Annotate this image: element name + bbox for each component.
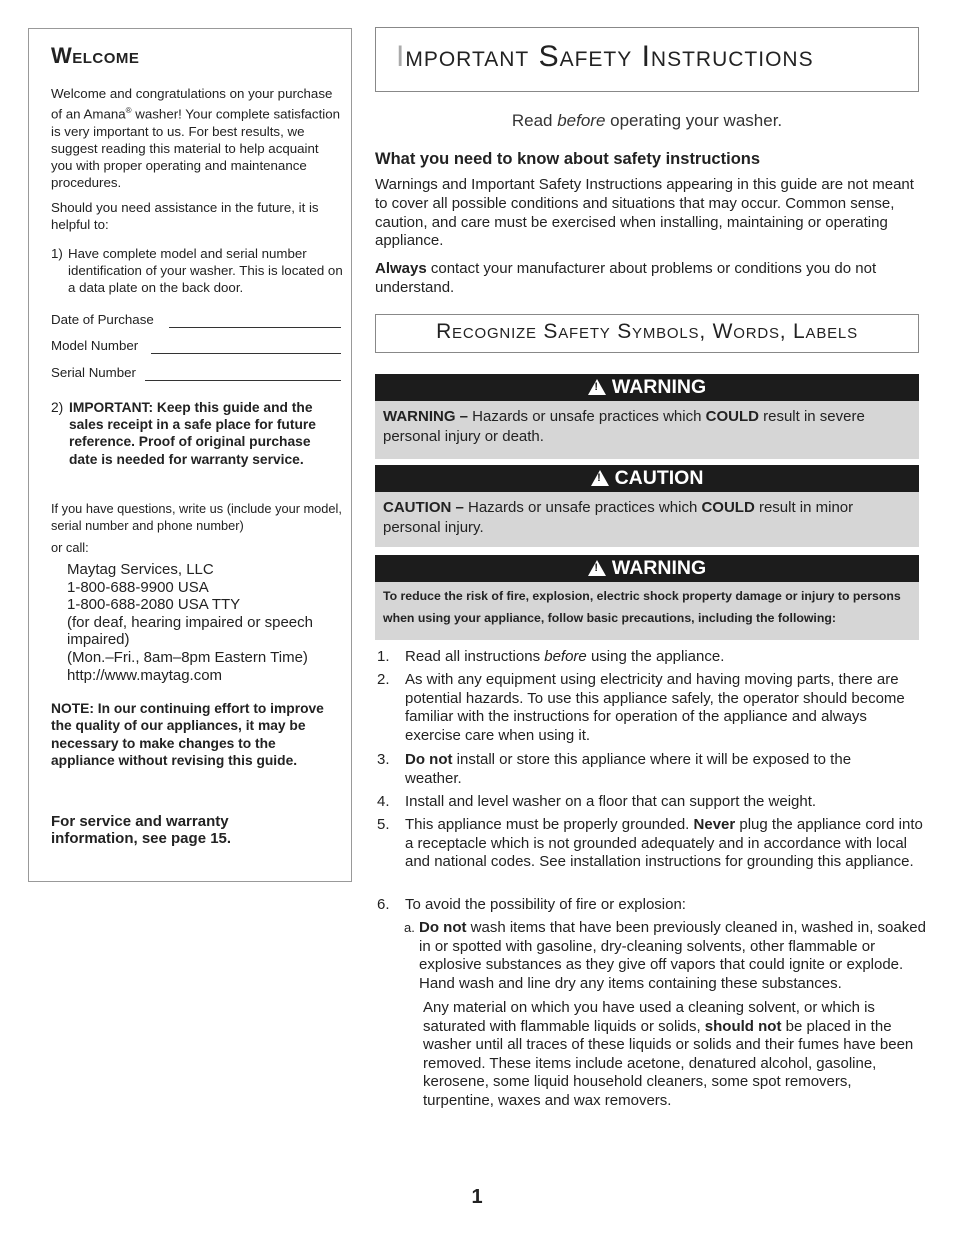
item-text: [405, 751, 875, 788]
item-number: 5.: [377, 816, 390, 833]
model-underline: [151, 353, 341, 354]
warning-text-2: result in severe personal injury or death.: [383, 408, 865, 445]
contact-tty-note: (for deaf, hearing impaired or speech impaired): [67, 613, 313, 649]
contact-phone[interactable]: 1-800-688-9900 USA: [67, 578, 209, 596]
item1-pre: Read all instructions: [405, 648, 545, 665]
symbols-title: Recognize Safety Symbols, Words, Labels: [436, 320, 858, 343]
sub-item-letter: a.: [404, 920, 415, 935]
main-title-box: [375, 27, 919, 92]
or-call-text: or call:: [51, 540, 89, 555]
questions-text: If you have questions, write us (include your model, serial number and phone number): [51, 501, 342, 534]
intro-text-2: washer! Your complete satisfaction is very important to us. For best results, we suggest reading this material to help acquaint you with proper operating and maintenance procedures.: [51, 106, 341, 191]
item1-post: using the appliance.: [586, 648, 725, 665]
read-emphasis: before: [557, 111, 606, 130]
warning-triangle-icon-2: [588, 560, 606, 576]
item-text: Install and level washer on a floor that can support the weight.: [405, 793, 817, 810]
item-number: 2.: [377, 671, 390, 688]
item1-number: 1): [51, 246, 63, 261]
contact-company: Maytag Services, LLC: [67, 561, 214, 578]
contact-website-link[interactable]: http://www.maytag.com: [67, 666, 223, 684]
sub-a2-pre: Any material on which you have used a cleaning solvent, or which is saturated with flammable liquids or solids,: [423, 999, 875, 1035]
title-initial: I: [396, 40, 406, 73]
item-text: As with any equipment using electricity and having moving parts, there are potential hazards. To use this appliance safely, the operator should become familiar with the instructions for operation of the appliance and always exercise care when using it.: [405, 671, 905, 744]
warning-banner-2: [375, 555, 919, 582]
item5-pre: This appliance must be properly grounded.: [405, 816, 694, 833]
warning-could: COULD: [705, 408, 759, 425]
item5-post: plug the appliance cord into a receptacle which is not grounded adequately and in accordance with local and national codes. See installation instructions for grounding this appliance.: [405, 816, 923, 871]
welcome-box: [28, 28, 352, 882]
caution-definition: [375, 492, 919, 547]
item-number: 6.: [377, 896, 390, 913]
item-number: 1.: [377, 648, 390, 665]
model-number-field[interactable]: [51, 338, 341, 356]
model-label: Model Number: [51, 338, 139, 353]
contact-tty[interactable]: 1-800-688-2080 USA TTY: [67, 596, 241, 614]
caution-triangle-icon: [591, 470, 609, 486]
caution-text-2: result in minor personal injury.: [383, 499, 854, 536]
assist-text: Should you need assistance in the future, it is helpful to:: [51, 200, 319, 233]
warning-banner-label: WARNING: [611, 376, 707, 398]
title-rest: mportant Safety Instructions: [405, 40, 814, 73]
warning-text-1: Hazards or unsafe practices which: [468, 408, 706, 425]
caution-text-1: Hazards or unsafe practices which: [463, 499, 702, 516]
warning-triangle-icon: [588, 379, 606, 395]
page-title: [396, 40, 814, 74]
item5-bold: Never: [693, 816, 736, 833]
intro-text-1: Welcome and congratulations on your purchase of an Amana: [51, 86, 333, 122]
serial-number-field[interactable]: [51, 365, 341, 383]
serial-underline: [145, 380, 341, 381]
always-paragraph: [375, 260, 923, 298]
sub-a-rest: wash items that have been previously cleaned in, washed in, soaked in or spotted with gasoline, dry-cleaning solvents, other flammable or explosive substances as they give off vapors that could ignite or explode. Hand wash and line dry any items containing these substances.: [419, 919, 926, 992]
caution-term: CAUTION –: [383, 499, 464, 516]
service-info-text: For service and warranty information, see page 15.: [51, 813, 232, 848]
always-rest: contact your manufacturer about problems or conditions you do not understand.: [375, 260, 877, 296]
welcome-title: Welcome: [51, 43, 140, 68]
contact-hours: (Mon.–Fri., 8am–8pm Eastern Time): [67, 648, 308, 666]
item2-text: IMPORTANT: Keep this guide and the sales receipt in a safe place for future reference. Proof of original purchase date is needed for warranty service.: [69, 400, 316, 467]
sub-a2-post: be placed in the washer until all traces of these liquids or solids and their fumes have been removed. These items include acetone, denatured alcohol, gasoline, kerosene, some liquid household cleaners, some spot removers, turpentine, waxes and wax removers.: [423, 1017, 914, 1109]
item3-bold: Do not: [405, 751, 453, 768]
sub-a2-bold: should not: [704, 1017, 782, 1035]
caution-could: COULD: [701, 499, 755, 516]
warning-definition: [375, 401, 919, 459]
serial-label: Serial Number: [51, 365, 136, 380]
item1-emphasis: before: [544, 648, 587, 665]
know-heading: What you need to know about safety instructions: [375, 150, 761, 168]
warning-precautions: To reduce the risk of fire, explosion, electric shock property damage or injury to persons when using your appliance, follow basic precautions, including the following:: [375, 582, 919, 640]
warning-banner-2-label: WARNING: [611, 557, 707, 579]
item-number: 3.: [377, 751, 390, 768]
date-underline: [169, 327, 341, 328]
read-post: operating your washer.: [605, 111, 783, 130]
know-paragraph: Warnings and Important Safety Instructions appearing in this guide are not meant to cover all possible conditions and situations that may occur. Common sense, caution, and care must be exercised when installing, maintaining or operating appliance.: [375, 176, 914, 250]
warning-banner: [375, 374, 919, 401]
sub-item-a-continued: [423, 999, 923, 1111]
warning-term: WARNING –: [383, 408, 469, 425]
item-number: 4.: [377, 793, 390, 810]
caution-banner-label: CAUTION: [614, 467, 704, 489]
symbols-box: [375, 314, 919, 353]
read-pre: Read: [511, 111, 558, 130]
sub-a-bold: Do not: [419, 919, 467, 936]
caution-banner: [375, 465, 919, 492]
note-text: NOTE: In our continuing effort to improve the quality of our appliances, it may be necessary to make changes to the appliance without revising this guide.: [51, 701, 324, 769]
item3-rest: install or store this appliance where it will be exposed to the weather.: [405, 751, 852, 787]
sub-item-text: [419, 919, 926, 993]
welcome-intro: [51, 85, 343, 192]
date-label: Date of Purchase: [51, 312, 154, 327]
date-of-purchase-field[interactable]: [51, 312, 341, 330]
item-text: [405, 648, 925, 667]
contact-block: [67, 561, 343, 684]
always-bold: Always: [375, 260, 427, 277]
item2-number: 2): [51, 400, 64, 415]
page-number: 1: [471, 1186, 483, 1208]
item-text: To avoid the possibility of fire or explosion:: [405, 896, 686, 913]
registered-mark: ®: [125, 106, 132, 116]
read-before-subtitle: [375, 111, 919, 131]
item-text: [405, 816, 925, 872]
item1-text: Have complete model and serial number identification of your washer. This is located on a data plate on the back door.: [68, 246, 343, 296]
